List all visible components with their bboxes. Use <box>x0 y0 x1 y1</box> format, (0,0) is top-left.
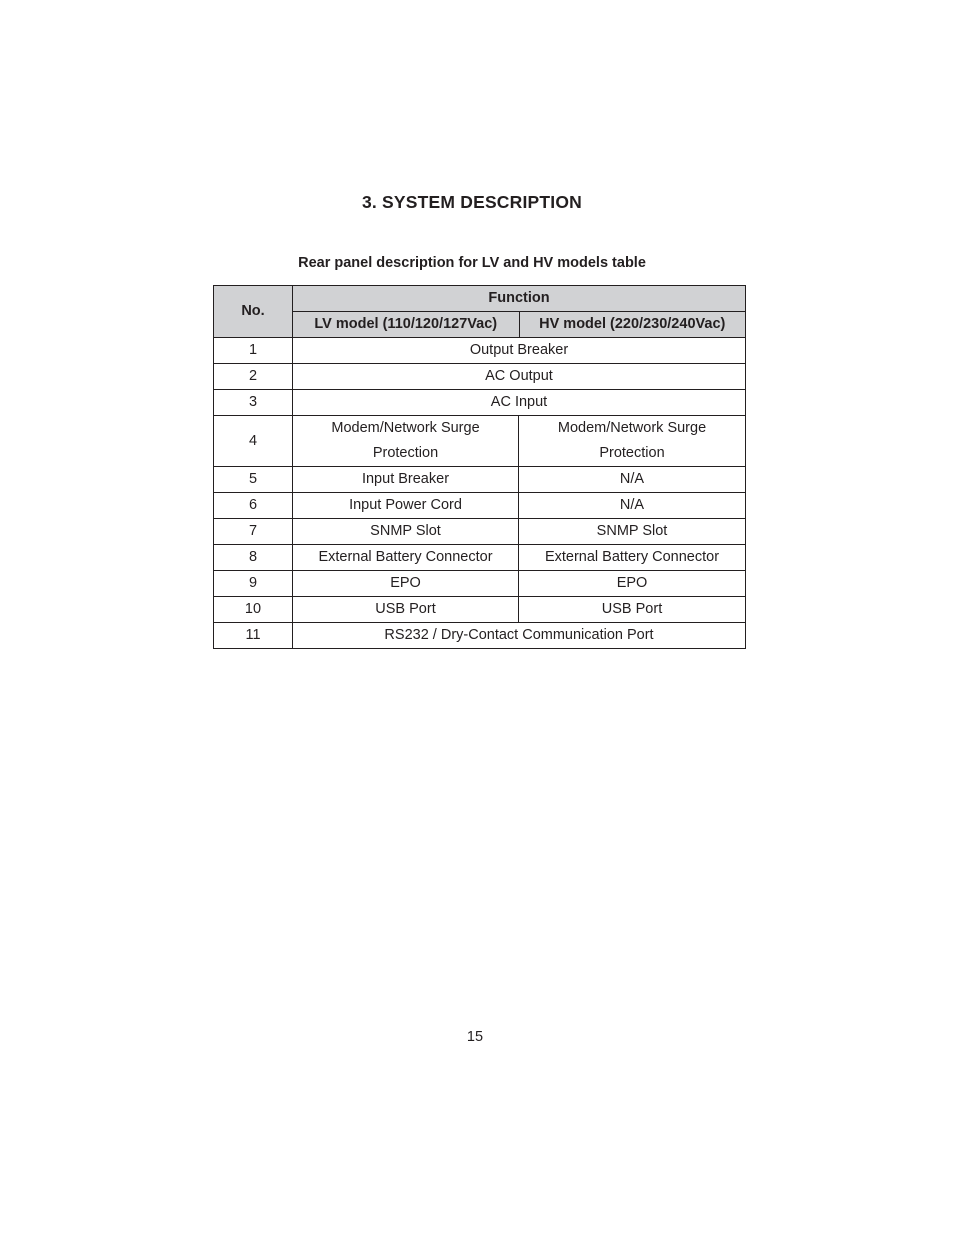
section-title: 3. SYSTEM DESCRIPTION <box>361 192 583 212</box>
rear-panel-table <box>213 285 746 649</box>
row-lv-function: USB Port <box>293 597 519 623</box>
row-function: Output Breaker <box>293 338 746 364</box>
table-row <box>214 623 746 649</box>
row-lv-function: EPO <box>293 571 519 597</box>
table-row <box>214 519 746 545</box>
header-no: No. <box>214 286 293 338</box>
row-number: 7 <box>214 519 293 545</box>
row-lv-function: External Battery Connector <box>293 545 519 571</box>
row-number: 6 <box>214 493 293 519</box>
row-lv-function: Input Power Cord <box>293 493 519 519</box>
row-hv-function: External Battery Connector <box>519 545 746 571</box>
row-hv-function: EPO <box>519 571 746 597</box>
table-row <box>214 390 746 416</box>
lv-line-2: Protection <box>372 445 439 461</box>
row-number: 8 <box>214 545 293 571</box>
row-hv-function: N/A <box>519 467 746 493</box>
table-row <box>214 545 746 571</box>
row-number: 11 <box>214 623 293 649</box>
row-lv-function: SNMP Slot <box>293 519 519 545</box>
hv-line-1: Modem/Network Surge <box>557 420 707 436</box>
table-row <box>214 493 746 519</box>
row-function: AC Output <box>293 364 746 390</box>
table-row <box>214 364 746 390</box>
header-hv-model: HV model (220/230/240Vac) <box>539 316 726 332</box>
table-row <box>214 467 746 493</box>
row-lv-function <box>293 416 519 467</box>
row-hv-function: SNMP Slot <box>519 519 746 545</box>
row-function: RS232 / Dry-Contact Communication Port <box>293 623 746 649</box>
row-number: 3 <box>214 390 293 416</box>
row-hv-function: N/A <box>519 493 746 519</box>
table-caption: Rear panel description for LV and HV models table <box>298 255 646 271</box>
hv-line-2: Protection <box>599 445 665 461</box>
row-number: 5 <box>214 467 293 493</box>
header-function: Function <box>293 286 746 312</box>
row-hv-function <box>519 416 746 467</box>
row-number: 4 <box>214 416 293 467</box>
table-row <box>214 571 746 597</box>
row-function: AC Input <box>293 390 746 416</box>
row-number: 9 <box>214 571 293 597</box>
page-number: 15 <box>466 1029 484 1045</box>
row-number: 10 <box>214 597 293 623</box>
header-models <box>293 312 746 338</box>
header-lv-model: LV model (110/120/127Vac) <box>293 312 520 337</box>
row-number: 1 <box>214 338 293 364</box>
table-row <box>214 338 746 364</box>
row-number: 2 <box>214 364 293 390</box>
row-lv-function: Input Breaker <box>293 467 519 493</box>
table-row <box>214 416 746 467</box>
row-hv-function: USB Port <box>519 597 746 623</box>
lv-line-1: Modem/Network Surge <box>331 420 480 436</box>
table-row <box>214 597 746 623</box>
